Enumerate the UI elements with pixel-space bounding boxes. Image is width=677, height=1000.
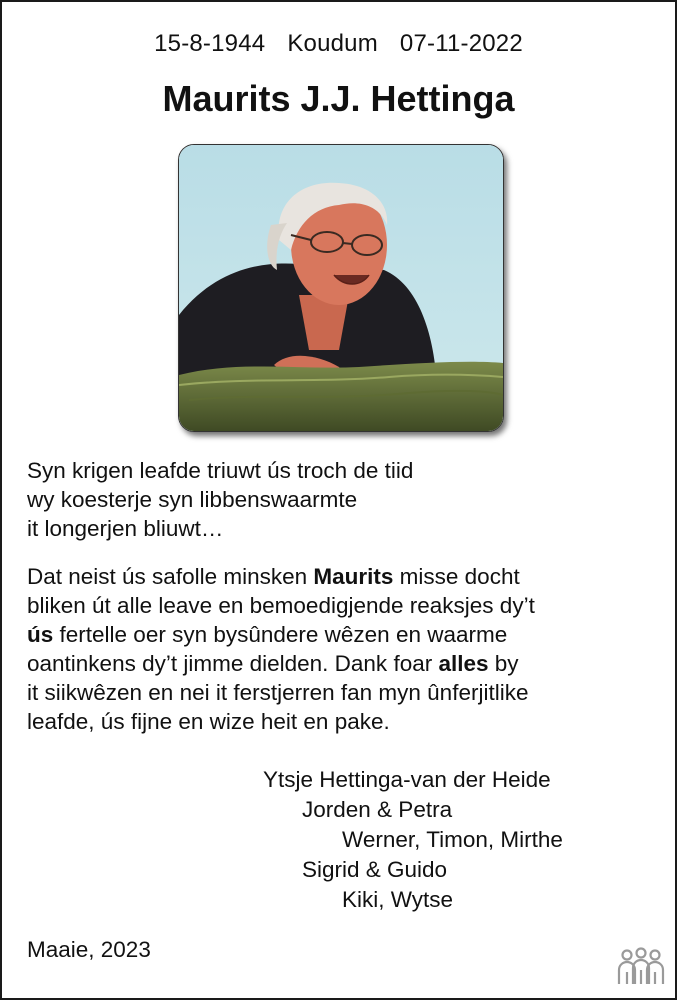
dates-line (2, 30, 675, 58)
family-member-grandchildren: Werner, Timon, Mirthe (342, 827, 563, 852)
thanks-line: oantinkens dy’t jimme dielden. Dank foar alles by (27, 651, 519, 676)
birth-date: 15-8-1944 (154, 30, 266, 57)
family-member-child: Jorden & Petra (302, 797, 453, 822)
thanks-line: leafde, ús fijne en wize heit en pake. (27, 709, 390, 734)
family-signatures (2, 765, 563, 915)
closing-date: Maaie, 2023 (27, 937, 151, 962)
poem-line: Syn krigen leafde triuwt ús troch de tiid (27, 458, 414, 483)
poem-line: wy koesterje syn libbenswaarmte (27, 487, 358, 512)
family-member-child: Sigrid & Guido (302, 857, 448, 882)
portrait-image (179, 145, 503, 431)
family-member-spouse: Ytsje Hettinga-van der Heide (263, 767, 551, 792)
people-group-icon (616, 946, 666, 986)
thanks-line: Dat neist ús safolle minsken Maurits misse docht (27, 564, 520, 589)
place: Koudum (287, 30, 378, 57)
name-highlight: Maurits (313, 564, 394, 589)
thanks-line: bliken út alle leave en bemoedigjende reaksjes dy’t (27, 593, 535, 618)
family-member-grandchildren: Kiki, Wytse (342, 887, 454, 912)
alles-highlight: alles (438, 651, 489, 676)
us-highlight: ús (27, 622, 54, 647)
death-date: 07-11-2022 (399, 30, 523, 57)
portrait-photo (178, 144, 504, 432)
poem-block (27, 456, 413, 543)
deceased-name: Maurits J.J. Hettinga (162, 78, 515, 119)
poem-line: it longerjen bliuwt… (27, 516, 224, 541)
thanks-line: ús fertelle oer syn bysûndere wêzen en waarme (27, 622, 508, 647)
thanks-paragraph (27, 562, 535, 736)
thanks-line: it siikwêzen en nei it ferstjerren fan myn ûnferjitlike (27, 680, 529, 705)
